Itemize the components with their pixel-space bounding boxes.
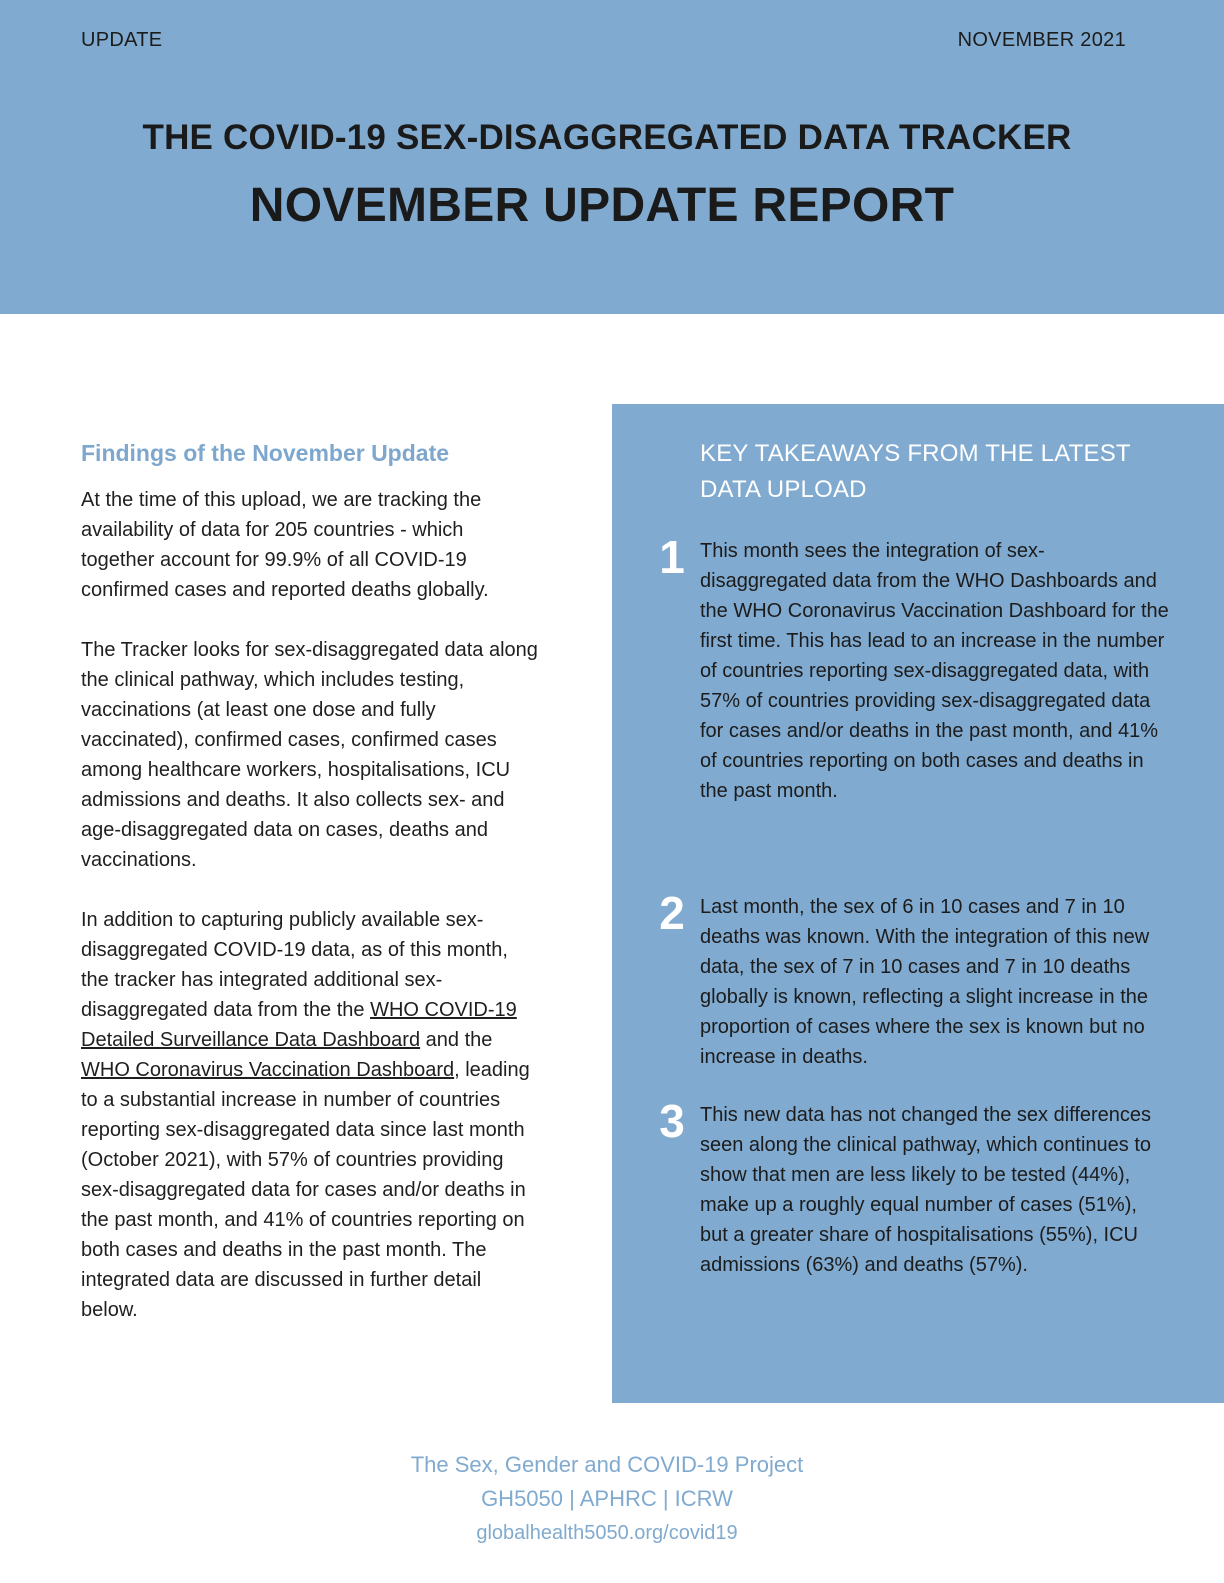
takeaway-item [659,887,1170,1072]
date-label: NOVEMBER 2021 [957,29,1126,51]
findings-paragraph-1: At the time of this upload, we are tracking the availability of data for 205 countries - which together account for 99.9% of all COVID-19 confirmed cases and reported deaths globally. [81,489,489,601]
who-vaccination-dashboard-link[interactable]: WHO Coronavirus Vaccination Dashboard [81,1059,455,1081]
takeaway-item [659,1095,1170,1280]
takeaway-text: This month sees the integration of sex-disaggregated data from the WHO Dashboards and the WHO Coronavirus Vaccination Dashboard for the first time. This has lead to an increase in the number of countries reporting sex-disaggregated data, with 57% of countries providing sex-disaggregated data for cases and/or deaths in the past month, and 41% of countries reporting on both cases and deaths in the past month. [700,540,1169,802]
key-takeaways-heading: KEY TAKEAWAYS FROM THE LATEST DATA UPLOAD [700,440,1131,503]
paragraph-3-intro: In addition to capturing publicly available sex-disaggregated COVID-19 data, as of this month, the tracker has integrated additional sex-disaggregated data from the the [81,909,508,1021]
takeaway-number: 1 [659,531,685,583]
project-url-link[interactable]: globalhealth5050.org/covid19 [476,1522,738,1544]
takeaway-number: 2 [659,887,685,939]
footer [0,1448,1214,1550]
takeaway-text: Last month, the sex of 6 in 10 cases and 7 in 10 deaths was known. With the integration of this new data, the sex of 7 in 10 cases and 7 in 10 deaths globally is known, reflecting a slight increase in the proportion of cases where the sex is known but no increase in deaths. [700,896,1150,1068]
takeaway-item [659,531,1170,806]
key-takeaways-panel [612,404,1224,1403]
takeaway-number: 3 [659,1095,685,1147]
takeaway-text: This new data has not changed the sex differences seen along the clinical pathway, which continues to show that men are less likely to be tested (44%), make up a roughly equal number of cases (51%), but a greater share of hospitalisations (55%), ICU admissions (63%) and deaths (57%). [700,1104,1152,1276]
update-label: UPDATE [81,29,163,51]
report-subtitle: NOVEMBER UPDATE REPORT [249,179,955,232]
paragraph-3-mid: and the [420,1029,493,1051]
partner-organizations: GH5050 | APHRC | ICRW [481,1486,733,1511]
who-surveillance-dashboard-link[interactable]: WHO COVID-19 Detailed Surveillance Data Dashboard [81,999,517,1051]
findings-paragraph-3 [81,905,541,1325]
header-banner [0,0,1224,314]
paragraph-3-end: , leading to a substantial increase in number of countries reporting sex-disaggregated data since last month (October 2021), with 57% of countries providing sex-disaggregated data for cases and/or deaths in the past month, and 41% of countries reporting on both cases and deaths in the past month. The integrated data are discussed in further detail below. [81,1059,530,1321]
findings-section [81,440,541,1355]
findings-paragraph-2: The Tracker looks for sex-disaggregated data along the clinical pathway, which includes testing, vaccinations (at least one dose and fully vaccinated), confirmed cases, confirmed cases among healthcare workers, hospitalisations, ICU admissions and deaths. It also collects sex- and age-disaggregated data on cases, deaths and vaccinations. [81,639,538,871]
project-name: The Sex, Gender and COVID-19 Project [410,1452,804,1477]
findings-heading: Findings of the November Update [81,440,450,466]
report-title: THE COVID-19 SEX-DISAGGREGATED DATA TRACKER [142,118,1072,157]
